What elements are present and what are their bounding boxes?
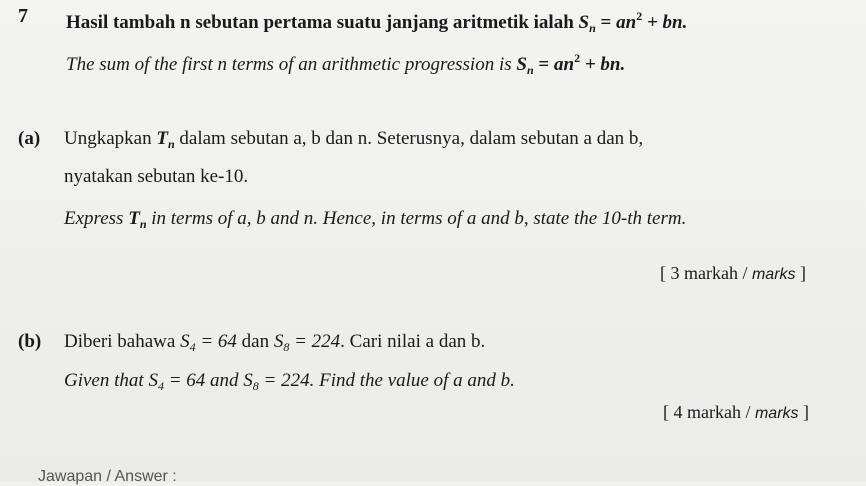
question-stem-ms-text: Hasil tambah n sebutan pertama suatu janjang aritmetik ialah xyxy=(66,12,574,33)
part-a-en-line: Express $T_n$ in terms of a, b and n. Hence, in terms of a and b, state the 10-th term. xyxy=(64,208,687,231)
question-stem-en xyxy=(66,47,625,81)
answer-label: Jawapan / Answer : xyxy=(38,468,177,485)
part-b-marks: [ 4 markah / marks ] xyxy=(663,402,810,422)
sum-formula-ms: $S_n = an^2$ + bn. xyxy=(578,9,688,35)
part-b-ms-line: Diberi bahawa $S_4 = 64$ dan $S_8 = 224$. Cari nilai a dan b. xyxy=(64,331,486,354)
part-b-label: (b) xyxy=(18,331,42,352)
part-a-marks: [ 3 markah / marks ] xyxy=(660,263,807,283)
part-a-label: (a) xyxy=(18,128,41,149)
question-stem-en-text: The sum of the first n terms of an arithmetic progression is xyxy=(66,54,512,75)
part-a-ms-line1: Ungkapkan $T_n$ dalam sebutan a, b dan n. Seterusnya, dalam sebutan a dan b, xyxy=(64,128,644,151)
part-a-ms-line2: nyatakan sebutan ke-10. xyxy=(64,166,249,187)
sum-formula-en: $S_n = an^2$ + bn. xyxy=(516,51,626,77)
question-stem-ms xyxy=(66,5,687,39)
part-b-en-line: Given that $S_4 = 64$ and $S_8 = 224$. Find the value of a and b. xyxy=(64,370,515,393)
question-number: 7 xyxy=(18,5,28,27)
